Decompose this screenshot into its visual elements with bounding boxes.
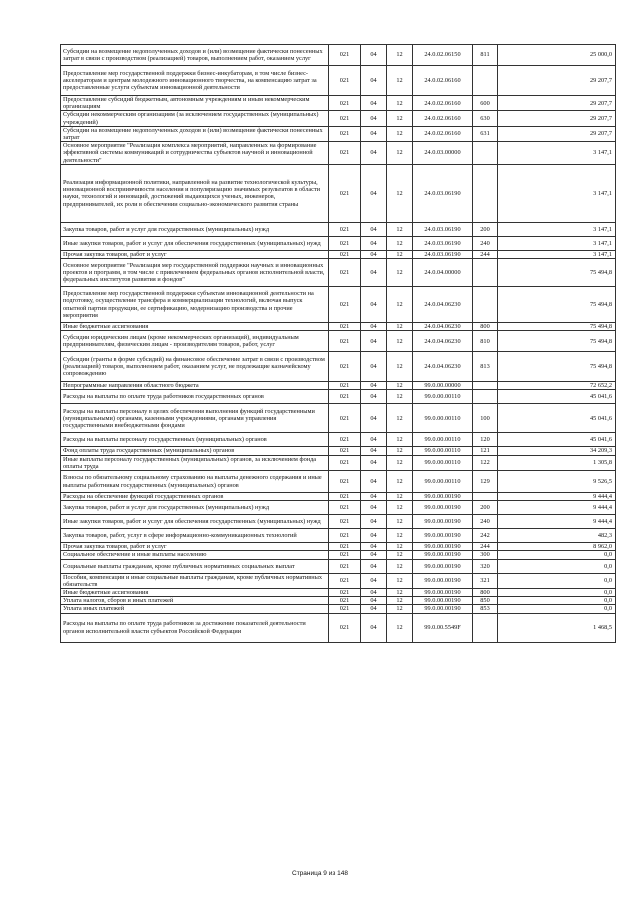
row-subsection-code: 12 bbox=[387, 613, 413, 642]
row-amount: 9 526,5 bbox=[498, 471, 616, 493]
row-expense-type: 240 bbox=[473, 236, 498, 250]
row-subsection-code: 12 bbox=[387, 111, 413, 126]
row-section-code: 04 bbox=[361, 573, 387, 588]
row-expense-type: 244 bbox=[473, 250, 498, 258]
row-target-article: 24.0.04.00000 bbox=[413, 259, 473, 287]
table-row bbox=[61, 559, 616, 573]
row-amount: 3 147,1 bbox=[498, 236, 616, 250]
table-row bbox=[61, 390, 616, 404]
row-admin-code: 021 bbox=[329, 543, 361, 551]
row-admin-code: 021 bbox=[329, 559, 361, 573]
table-row bbox=[61, 493, 616, 501]
row-target-article: 99.0.00.00190 bbox=[413, 597, 473, 605]
row-target-article: 24.0.04.06230 bbox=[413, 323, 473, 331]
row-amount: 29 207,7 bbox=[498, 126, 616, 141]
row-amount: 0,0 bbox=[498, 551, 616, 559]
row-expense-type: 321 bbox=[473, 573, 498, 588]
row-admin-code: 021 bbox=[329, 250, 361, 258]
row-name: Социальное обеспечение и иные выплаты населению bbox=[61, 551, 329, 559]
row-subsection-code: 12 bbox=[387, 96, 413, 111]
row-amount: 34 209,3 bbox=[498, 447, 616, 455]
row-subsection-code: 12 bbox=[387, 66, 413, 96]
row-target-article: 99.0.00.00190 bbox=[413, 559, 473, 573]
row-expense-type: 122 bbox=[473, 455, 498, 470]
row-admin-code: 021 bbox=[329, 501, 361, 515]
table-row bbox=[61, 613, 616, 642]
row-target-article: 99.0.00.00110 bbox=[413, 455, 473, 470]
row-subsection-code: 12 bbox=[387, 589, 413, 597]
table-row bbox=[61, 433, 616, 447]
row-name: Закупка товаров, работ, услуг в сфере информационно-коммуникационных технологий bbox=[61, 529, 329, 543]
table-row bbox=[61, 551, 616, 559]
row-name: Уплата иных платежей bbox=[61, 605, 329, 613]
row-name: Субсидии на возмещение недополученных доходов и (или) возмещение фактически понесенных затрат bbox=[61, 126, 329, 141]
row-subsection-code: 12 bbox=[387, 455, 413, 470]
row-name: Субсидии на возмещение недополученных доходов и (или) возмещение фактически понесенных затрат в связи с производством (реализацией) товаров, выполнением работ, оказанием услуг bbox=[61, 45, 329, 66]
budget-table-body bbox=[61, 45, 616, 643]
row-target-article: 99.0.00.00110 bbox=[413, 471, 473, 493]
row-target-article: 99.0.00.00000 bbox=[413, 382, 473, 390]
row-target-article: 99.0.00.00110 bbox=[413, 404, 473, 433]
row-name: Предоставление мер государственной поддержки субъектам инновационной деятельности на подготовку, осуществление трансфера и коммерциализации технологий, включая выпуск опытной партии продукции, ее сертификацию, модернизацию производства и прочие мероприятия bbox=[61, 287, 329, 323]
row-amount: 0,0 bbox=[498, 573, 616, 588]
row-admin-code: 021 bbox=[329, 390, 361, 404]
row-expense-type bbox=[473, 382, 498, 390]
row-section-code: 04 bbox=[361, 559, 387, 573]
row-target-article: 99.0.00.00190 bbox=[413, 493, 473, 501]
row-name: Субсидии некоммерческим организациям (за исключением государственных (муниципальных) учреждений) bbox=[61, 111, 329, 126]
row-name: Основное мероприятие "Реализация мер государственной поддержки научных и инновационных проектов и программ, в том числе с привлечением федеральных органов исполнительной власти, федеральных институтов развития и фондов" bbox=[61, 259, 329, 287]
row-subsection-code: 12 bbox=[387, 45, 413, 66]
row-expense-type: 630 bbox=[473, 111, 498, 126]
row-expense-type: 120 bbox=[473, 433, 498, 447]
row-section-code: 04 bbox=[361, 250, 387, 258]
row-section-code: 04 bbox=[361, 433, 387, 447]
row-admin-code: 021 bbox=[329, 455, 361, 470]
row-name: Иные закупки товаров, работ и услуг для обеспечения государственных (муниципальных) нужд bbox=[61, 515, 329, 529]
row-expense-type: 100 bbox=[473, 404, 498, 433]
row-amount: 3 147,1 bbox=[498, 142, 616, 165]
row-amount: 29 207,7 bbox=[498, 66, 616, 96]
row-name: Взносы по обязательному социальному страхованию на выплаты денежного содержания и иные выплаты работникам государственных (муниципальных) органов bbox=[61, 471, 329, 493]
row-amount: 75 494,8 bbox=[498, 287, 616, 323]
row-target-article: 99.0.00.00190 bbox=[413, 501, 473, 515]
row-expense-type: 850 bbox=[473, 597, 498, 605]
row-target-article: 99.0.00.00110 bbox=[413, 447, 473, 455]
row-subsection-code: 12 bbox=[387, 236, 413, 250]
row-section-code: 04 bbox=[361, 126, 387, 141]
row-name: Предоставление мер государственной поддержки бизнес-инкубаторам, в том числе бизнес-акселераторам и центрам молодежного инновационного творчества, на компенсацию затрат за предоставленные услуги субъектам инновационной деятельности bbox=[61, 66, 329, 96]
row-name: Иные закупки товаров, работ и услуг для обеспечения государственных (муниципальных) нужд bbox=[61, 236, 329, 250]
table-row bbox=[61, 515, 616, 529]
row-target-article: 99.0.00.00190 bbox=[413, 529, 473, 543]
row-section-code: 04 bbox=[361, 331, 387, 352]
row-target-article: 24.0.04.06230 bbox=[413, 287, 473, 323]
row-target-article: 24.0.03.06190 bbox=[413, 236, 473, 250]
table-row bbox=[61, 259, 616, 287]
row-amount: 45 041,6 bbox=[498, 404, 616, 433]
row-expense-type bbox=[473, 287, 498, 323]
table-row bbox=[61, 96, 616, 111]
table-row bbox=[61, 529, 616, 543]
row-admin-code: 021 bbox=[329, 66, 361, 96]
table-row bbox=[61, 250, 616, 258]
row-expense-type: 810 bbox=[473, 331, 498, 352]
table-row bbox=[61, 455, 616, 470]
row-section-code: 04 bbox=[361, 543, 387, 551]
row-expense-type: 121 bbox=[473, 447, 498, 455]
row-expense-type: 244 bbox=[473, 543, 498, 551]
row-section-code: 04 bbox=[361, 259, 387, 287]
table-row bbox=[61, 164, 616, 222]
row-expense-type: 129 bbox=[473, 471, 498, 493]
row-target-article: 24.0.04.06230 bbox=[413, 352, 473, 382]
row-name: Субсидии юридическим лицам (кроме некоммерческих организаций), индивидуальным предпринимателям, физическим лицам - производителям товаров, работ, услуг bbox=[61, 331, 329, 352]
row-target-article: 24.0.03.06190 bbox=[413, 222, 473, 236]
row-subsection-code: 12 bbox=[387, 142, 413, 165]
row-admin-code: 021 bbox=[329, 447, 361, 455]
row-subsection-code: 12 bbox=[387, 164, 413, 222]
row-target-article: 99.0.00.00190 bbox=[413, 543, 473, 551]
row-amount: 25 000,0 bbox=[498, 45, 616, 66]
row-expense-type bbox=[473, 164, 498, 222]
row-expense-type: 200 bbox=[473, 501, 498, 515]
row-target-article: 99.0.00.5549F bbox=[413, 613, 473, 642]
table-row bbox=[61, 404, 616, 433]
row-amount: 1 468,5 bbox=[498, 613, 616, 642]
row-subsection-code: 12 bbox=[387, 515, 413, 529]
document-page bbox=[60, 44, 615, 643]
table-row bbox=[61, 471, 616, 493]
row-admin-code: 021 bbox=[329, 433, 361, 447]
row-subsection-code: 12 bbox=[387, 323, 413, 331]
table-row bbox=[61, 45, 616, 66]
row-section-code: 04 bbox=[361, 96, 387, 111]
table-row bbox=[61, 126, 616, 141]
budget-table bbox=[60, 44, 616, 643]
row-subsection-code: 12 bbox=[387, 382, 413, 390]
row-target-article: 24.0.04.06230 bbox=[413, 331, 473, 352]
row-subsection-code: 12 bbox=[387, 390, 413, 404]
row-expense-type bbox=[473, 66, 498, 96]
row-amount: 0,0 bbox=[498, 597, 616, 605]
row-admin-code: 021 bbox=[329, 471, 361, 493]
row-target-article: 24.0.03.06190 bbox=[413, 250, 473, 258]
row-target-article: 99.0.00.00110 bbox=[413, 390, 473, 404]
row-admin-code: 021 bbox=[329, 404, 361, 433]
row-section-code: 04 bbox=[361, 529, 387, 543]
table-row bbox=[61, 323, 616, 331]
row-amount: 75 494,8 bbox=[498, 331, 616, 352]
row-section-code: 04 bbox=[361, 323, 387, 331]
row-amount: 75 494,8 bbox=[498, 323, 616, 331]
row-amount: 72 652,2 bbox=[498, 382, 616, 390]
table-row bbox=[61, 142, 616, 165]
row-expense-type: 200 bbox=[473, 222, 498, 236]
row-amount: 9 444,4 bbox=[498, 501, 616, 515]
row-target-article: 24.0.03.00000 bbox=[413, 142, 473, 165]
row-section-code: 04 bbox=[361, 111, 387, 126]
row-amount: 0,0 bbox=[498, 605, 616, 613]
table-row bbox=[61, 543, 616, 551]
row-admin-code: 021 bbox=[329, 597, 361, 605]
row-subsection-code: 12 bbox=[387, 447, 413, 455]
row-admin-code: 021 bbox=[329, 605, 361, 613]
row-amount: 482,3 bbox=[498, 529, 616, 543]
row-amount: 75 494,8 bbox=[498, 352, 616, 382]
row-subsection-code: 12 bbox=[387, 287, 413, 323]
row-amount: 75 494,8 bbox=[498, 259, 616, 287]
row-target-article: 99.0.00.00190 bbox=[413, 551, 473, 559]
row-subsection-code: 12 bbox=[387, 331, 413, 352]
row-subsection-code: 12 bbox=[387, 605, 413, 613]
table-row bbox=[61, 66, 616, 96]
row-amount: 0,0 bbox=[498, 559, 616, 573]
row-name: Расходы на выплаты по оплате труда работников за достижение показателей деятельности органов исполнительной власти субъектов Российской Федерации bbox=[61, 613, 329, 642]
row-amount: 8 962,0 bbox=[498, 543, 616, 551]
row-subsection-code: 12 bbox=[387, 352, 413, 382]
row-section-code: 04 bbox=[361, 222, 387, 236]
row-name: Реализация информационной политики, направленной на развитие технологической культуры, инновационной восприимчивости населения и популяризацию значимых результатов в области науки, технологий и инноваций, достижений выдающихся ученых, инженеров, предпринимателей, их роли в обеспечении социально-экономического развития страны bbox=[61, 164, 329, 222]
row-section-code: 04 bbox=[361, 352, 387, 382]
row-name: Расходы на выплаты персоналу государственных (муниципальных) органов bbox=[61, 433, 329, 447]
row-section-code: 04 bbox=[361, 597, 387, 605]
row-section-code: 04 bbox=[361, 382, 387, 390]
row-subsection-code: 12 bbox=[387, 259, 413, 287]
row-expense-type bbox=[473, 259, 498, 287]
row-admin-code: 021 bbox=[329, 111, 361, 126]
row-name: Закупка товаров, работ и услуг для государственных (муниципальных) нужд bbox=[61, 222, 329, 236]
row-admin-code: 021 bbox=[329, 259, 361, 287]
row-section-code: 04 bbox=[361, 613, 387, 642]
row-name: Предоставление субсидий бюджетным, автономным учреждениям и иным некоммерческим организациям bbox=[61, 96, 329, 111]
row-admin-code: 021 bbox=[329, 331, 361, 352]
table-row bbox=[61, 597, 616, 605]
row-name: Закупка товаров, работ и услуг для государственных (муниципальных) нужд bbox=[61, 501, 329, 515]
row-section-code: 04 bbox=[361, 142, 387, 165]
table-row bbox=[61, 447, 616, 455]
row-expense-type: 300 bbox=[473, 551, 498, 559]
row-subsection-code: 12 bbox=[387, 493, 413, 501]
row-admin-code: 021 bbox=[329, 573, 361, 588]
row-target-article: 99.0.00.00190 bbox=[413, 605, 473, 613]
table-row bbox=[61, 331, 616, 352]
row-admin-code: 021 bbox=[329, 613, 361, 642]
row-expense-type bbox=[473, 613, 498, 642]
row-name: Прочая закупка товаров, работ и услуг bbox=[61, 250, 329, 258]
row-expense-type bbox=[473, 142, 498, 165]
row-expense-type: 853 bbox=[473, 605, 498, 613]
row-amount: 9 444,4 bbox=[498, 515, 616, 529]
row-subsection-code: 12 bbox=[387, 501, 413, 515]
row-name: Фонд оплаты труда государственных (муниципальных) органов bbox=[61, 447, 329, 455]
row-admin-code: 021 bbox=[329, 529, 361, 543]
row-subsection-code: 12 bbox=[387, 433, 413, 447]
row-admin-code: 021 bbox=[329, 287, 361, 323]
row-subsection-code: 12 bbox=[387, 551, 413, 559]
row-name: Иные бюджетные ассигнования bbox=[61, 323, 329, 331]
row-name: Иные бюджетные ассигнования bbox=[61, 589, 329, 597]
row-target-article: 99.0.00.00110 bbox=[413, 433, 473, 447]
row-target-article: 24.0.02.06150 bbox=[413, 45, 473, 66]
row-admin-code: 021 bbox=[329, 352, 361, 382]
row-section-code: 04 bbox=[361, 404, 387, 433]
row-amount: 45 041,6 bbox=[498, 390, 616, 404]
row-expense-type: 240 bbox=[473, 515, 498, 529]
row-target-article: 24.0.02.06160 bbox=[413, 111, 473, 126]
row-admin-code: 021 bbox=[329, 126, 361, 141]
row-name: Расходы на выплаты по оплате труда работников государственных органов bbox=[61, 390, 329, 404]
row-expense-type: 813 bbox=[473, 352, 498, 382]
row-name: Социальные выплаты гражданам, кроме публичных нормативных социальных выплат bbox=[61, 559, 329, 573]
row-admin-code: 021 bbox=[329, 589, 361, 597]
row-name: Расходы на обеспечение функций государственных органов bbox=[61, 493, 329, 501]
row-section-code: 04 bbox=[361, 589, 387, 597]
row-amount: 9 444,4 bbox=[498, 493, 616, 501]
row-subsection-code: 12 bbox=[387, 222, 413, 236]
row-amount: 45 041,6 bbox=[498, 433, 616, 447]
table-row bbox=[61, 573, 616, 588]
row-amount: 29 207,7 bbox=[498, 111, 616, 126]
row-admin-code: 021 bbox=[329, 493, 361, 501]
row-target-article: 24.0.02.06160 bbox=[413, 96, 473, 111]
row-expense-type: 800 bbox=[473, 589, 498, 597]
row-target-article: 24.0.03.06190 bbox=[413, 164, 473, 222]
table-row bbox=[61, 605, 616, 613]
row-section-code: 04 bbox=[361, 471, 387, 493]
table-row bbox=[61, 382, 616, 390]
row-subsection-code: 12 bbox=[387, 404, 413, 433]
row-admin-code: 021 bbox=[329, 236, 361, 250]
page-footer: Страница 9 из 148 bbox=[292, 870, 348, 877]
row-target-article: 24.0.02.06160 bbox=[413, 126, 473, 141]
row-admin-code: 021 bbox=[329, 515, 361, 529]
row-section-code: 04 bbox=[361, 390, 387, 404]
row-expense-type: 320 bbox=[473, 559, 498, 573]
table-row bbox=[61, 589, 616, 597]
table-row bbox=[61, 287, 616, 323]
row-amount: 29 207,7 bbox=[498, 96, 616, 111]
row-amount: 0,0 bbox=[498, 589, 616, 597]
row-expense-type: 600 bbox=[473, 96, 498, 111]
row-admin-code: 021 bbox=[329, 142, 361, 165]
row-name: Непрограммные направления областного бюджета bbox=[61, 382, 329, 390]
row-section-code: 04 bbox=[361, 164, 387, 222]
row-subsection-code: 12 bbox=[387, 573, 413, 588]
row-subsection-code: 12 bbox=[387, 543, 413, 551]
row-target-article: 99.0.00.00190 bbox=[413, 589, 473, 597]
row-amount: 3 147,1 bbox=[498, 164, 616, 222]
row-name: Расходы на выплаты персоналу в целях обеспечения выполнения функций государственными (муниципальными) органами, казенными учреждениями, органами управления государственными внебюджетными фондами bbox=[61, 404, 329, 433]
row-expense-type bbox=[473, 390, 498, 404]
row-target-article: 24.0.02.06160 bbox=[413, 66, 473, 96]
row-admin-code: 021 bbox=[329, 323, 361, 331]
row-section-code: 04 bbox=[361, 493, 387, 501]
row-subsection-code: 12 bbox=[387, 559, 413, 573]
row-section-code: 04 bbox=[361, 447, 387, 455]
row-subsection-code: 12 bbox=[387, 471, 413, 493]
row-subsection-code: 12 bbox=[387, 529, 413, 543]
row-section-code: 04 bbox=[361, 605, 387, 613]
row-subsection-code: 12 bbox=[387, 126, 413, 141]
row-expense-type: 800 bbox=[473, 323, 498, 331]
row-name: Основное мероприятие "Реализация комплекса мероприятий, направленных на формирование эффективной системы коммуникаций и сотрудничества субъектов научной и инновационной деятельности" bbox=[61, 142, 329, 165]
row-subsection-code: 12 bbox=[387, 597, 413, 605]
row-name: Субсидии (гранты в форме субсидий) на финансовое обеспечение затрат в связи с производством (реализацией) товаров, выполнением работ, оказанием услуг, не подлежащие казначейскому сопровождению bbox=[61, 352, 329, 382]
row-admin-code: 021 bbox=[329, 222, 361, 236]
row-amount: 1 305,8 bbox=[498, 455, 616, 470]
row-target-article: 99.0.00.00190 bbox=[413, 573, 473, 588]
row-section-code: 04 bbox=[361, 501, 387, 515]
row-name: Иные выплаты персоналу государственных (муниципальных) органов, за исключением фонда оплаты труда bbox=[61, 455, 329, 470]
row-name: Пособия, компенсации и иные социальные выплаты гражданам, кроме публичных нормативных обязательств bbox=[61, 573, 329, 588]
row-expense-type: 811 bbox=[473, 45, 498, 66]
row-expense-type: 631 bbox=[473, 126, 498, 141]
row-section-code: 04 bbox=[361, 551, 387, 559]
table-row bbox=[61, 352, 616, 382]
row-admin-code: 021 bbox=[329, 382, 361, 390]
row-expense-type bbox=[473, 493, 498, 501]
row-name: Прочая закупка товаров, работ и услуг bbox=[61, 543, 329, 551]
row-section-code: 04 bbox=[361, 45, 387, 66]
row-expense-type: 242 bbox=[473, 529, 498, 543]
row-admin-code: 021 bbox=[329, 551, 361, 559]
row-section-code: 04 bbox=[361, 515, 387, 529]
row-name: Уплата налогов, сборов и иных платежей bbox=[61, 597, 329, 605]
table-row bbox=[61, 222, 616, 236]
row-admin-code: 021 bbox=[329, 96, 361, 111]
row-section-code: 04 bbox=[361, 287, 387, 323]
row-admin-code: 021 bbox=[329, 164, 361, 222]
row-section-code: 04 bbox=[361, 455, 387, 470]
row-subsection-code: 12 bbox=[387, 250, 413, 258]
row-amount: 3 147,1 bbox=[498, 250, 616, 258]
row-admin-code: 021 bbox=[329, 45, 361, 66]
table-row bbox=[61, 501, 616, 515]
table-row bbox=[61, 236, 616, 250]
row-section-code: 04 bbox=[361, 236, 387, 250]
table-row bbox=[61, 111, 616, 126]
row-amount: 3 147,1 bbox=[498, 222, 616, 236]
row-section-code: 04 bbox=[361, 66, 387, 96]
row-target-article: 99.0.00.00190 bbox=[413, 515, 473, 529]
